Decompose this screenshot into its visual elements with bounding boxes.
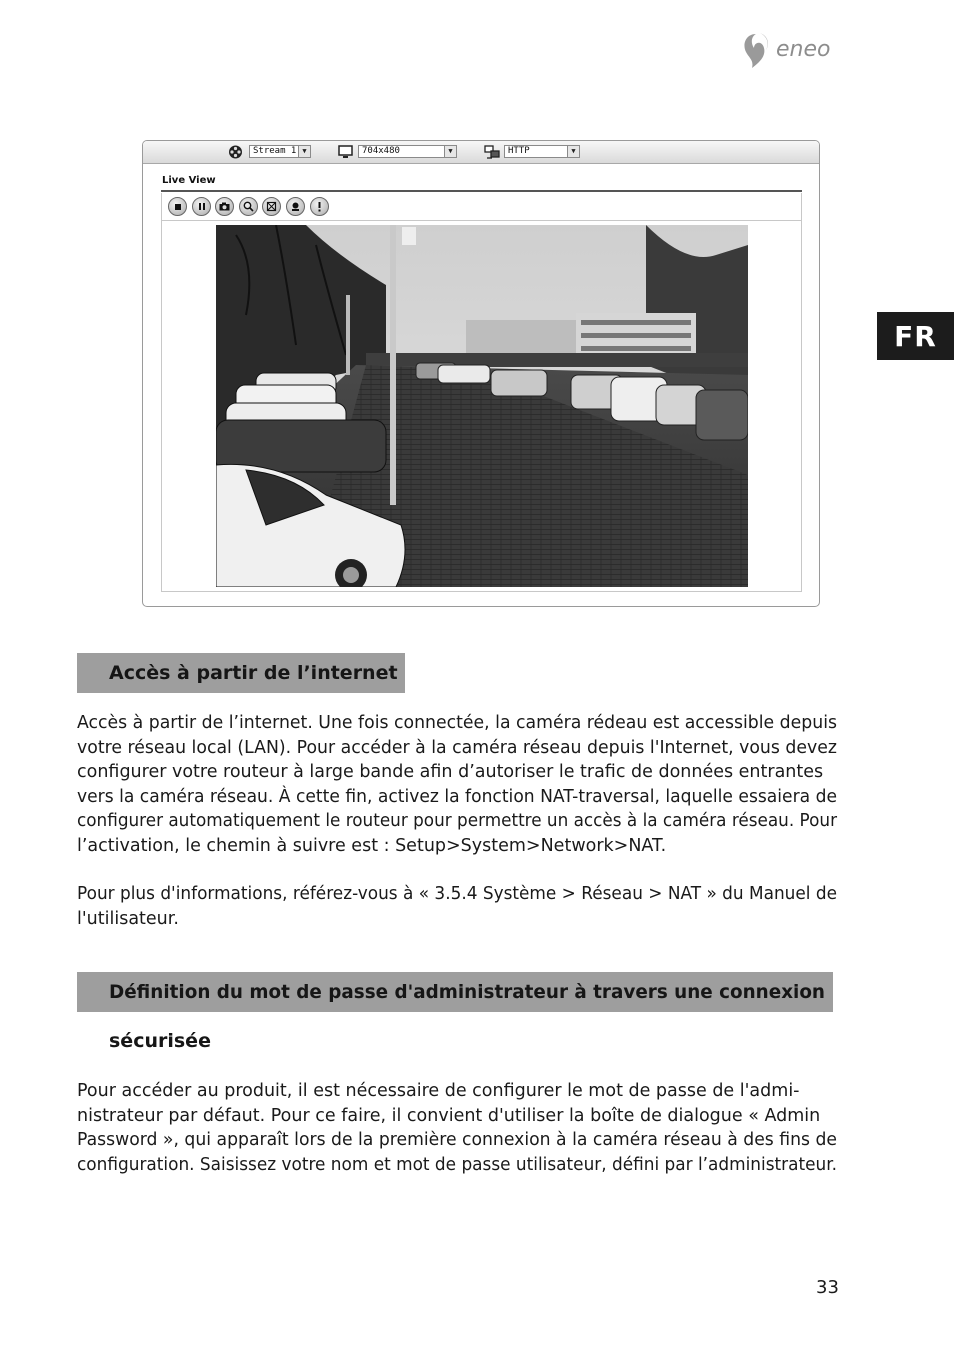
live-view-divider xyxy=(161,190,802,192)
paragraph-admin-password xyxy=(77,1079,857,1177)
chevron-down-icon: ▼ xyxy=(567,146,579,157)
stream-select-value: Stream 1 xyxy=(253,146,297,156)
chevron-down-icon: ▼ xyxy=(298,146,310,157)
page-number: 33 xyxy=(816,1277,839,1298)
text-line: vers la caméra réseau. À cette fin, activez la fonction NAT-traversal, laquelle essaiera de xyxy=(77,786,837,807)
text-line: l’activation, le chemin à suivre est : Setup>System>Network>NAT. xyxy=(77,835,667,856)
eneo-logo xyxy=(740,30,840,70)
section-heading-admin-password: Définition du mot de passe d'administrateur à travers une connexion xyxy=(77,972,833,1012)
text-line: Password », qui apparaît lors de la première connexion à la caméra réseau à des fins de xyxy=(77,1130,837,1151)
paragraph-more-info xyxy=(77,882,857,931)
text-line: configurer votre routeur à large bande afin d’autoriser le trafic de données entrantes xyxy=(77,762,824,783)
chevron-down-icon: ▼ xyxy=(444,146,456,157)
snapshot-icon[interactable] xyxy=(215,197,234,216)
film-reel-icon xyxy=(228,145,243,158)
network-icon xyxy=(484,145,499,158)
parking-lot-camera-feed xyxy=(216,225,748,587)
camera-ui-screenshot xyxy=(142,140,820,607)
resolution-select-value: 704x480 xyxy=(362,146,400,156)
text-line: Accès à partir de l’internet. Une fois connectée, la caméra rédeau est accessible depuis xyxy=(77,713,837,733)
text-line: Pour plus d'informations, référez-vous à « 3.5.4 Système > Réseau > NAT » du Manuel de xyxy=(77,884,837,904)
section-heading-internet-access: Accès à partir de l’internet xyxy=(77,653,405,693)
live-view-area xyxy=(161,221,802,592)
stream-select[interactable] xyxy=(249,145,311,158)
text-line: l'utilisateur. xyxy=(77,908,179,929)
volume-icon[interactable] xyxy=(310,197,329,216)
protocol-select-value: HTTP xyxy=(508,146,530,156)
record-icon[interactable] xyxy=(286,197,305,216)
camera-toolbar xyxy=(143,141,819,164)
fullscreen-icon[interactable] xyxy=(262,197,281,216)
resolution-select[interactable] xyxy=(358,145,457,158)
zoom-icon[interactable] xyxy=(239,197,258,216)
text-line: configuration. Saisissez votre nom et mot de passe utilisateur, défini par l’administrateur. xyxy=(77,1154,837,1175)
live-view-title: Live View xyxy=(162,175,216,186)
live-view-toolbar xyxy=(161,193,802,221)
language-tab: FR xyxy=(877,312,954,360)
section-heading-admin-password-cont: sécurisée xyxy=(109,1030,211,1052)
monitor-icon xyxy=(338,145,353,158)
eneo-swirl-logo-icon xyxy=(744,33,768,68)
paragraph-internet-access xyxy=(77,711,857,859)
text-line: nistrateur par défaut. Pour ce faire, il convient d'utiliser la boîte de dialogue « Admin xyxy=(77,1105,821,1126)
video-feed xyxy=(216,225,748,587)
stop-icon[interactable] xyxy=(168,197,187,216)
protocol-select[interactable] xyxy=(504,145,580,158)
pause-icon[interactable] xyxy=(192,197,211,216)
text-line: Pour accéder au produit, il est nécessaire de configurer le mot de passe de l'admi- xyxy=(77,1081,800,1101)
brand-wordmark: eneo xyxy=(776,37,831,62)
text-line: configurer automatiquement le routeur pour permettre un accès à la caméra réseau. Pour xyxy=(77,811,837,832)
text-line: votre réseau local (LAN). Pour accéder à la caméra réseau depuis l'Internet, vous devez xyxy=(77,737,837,758)
